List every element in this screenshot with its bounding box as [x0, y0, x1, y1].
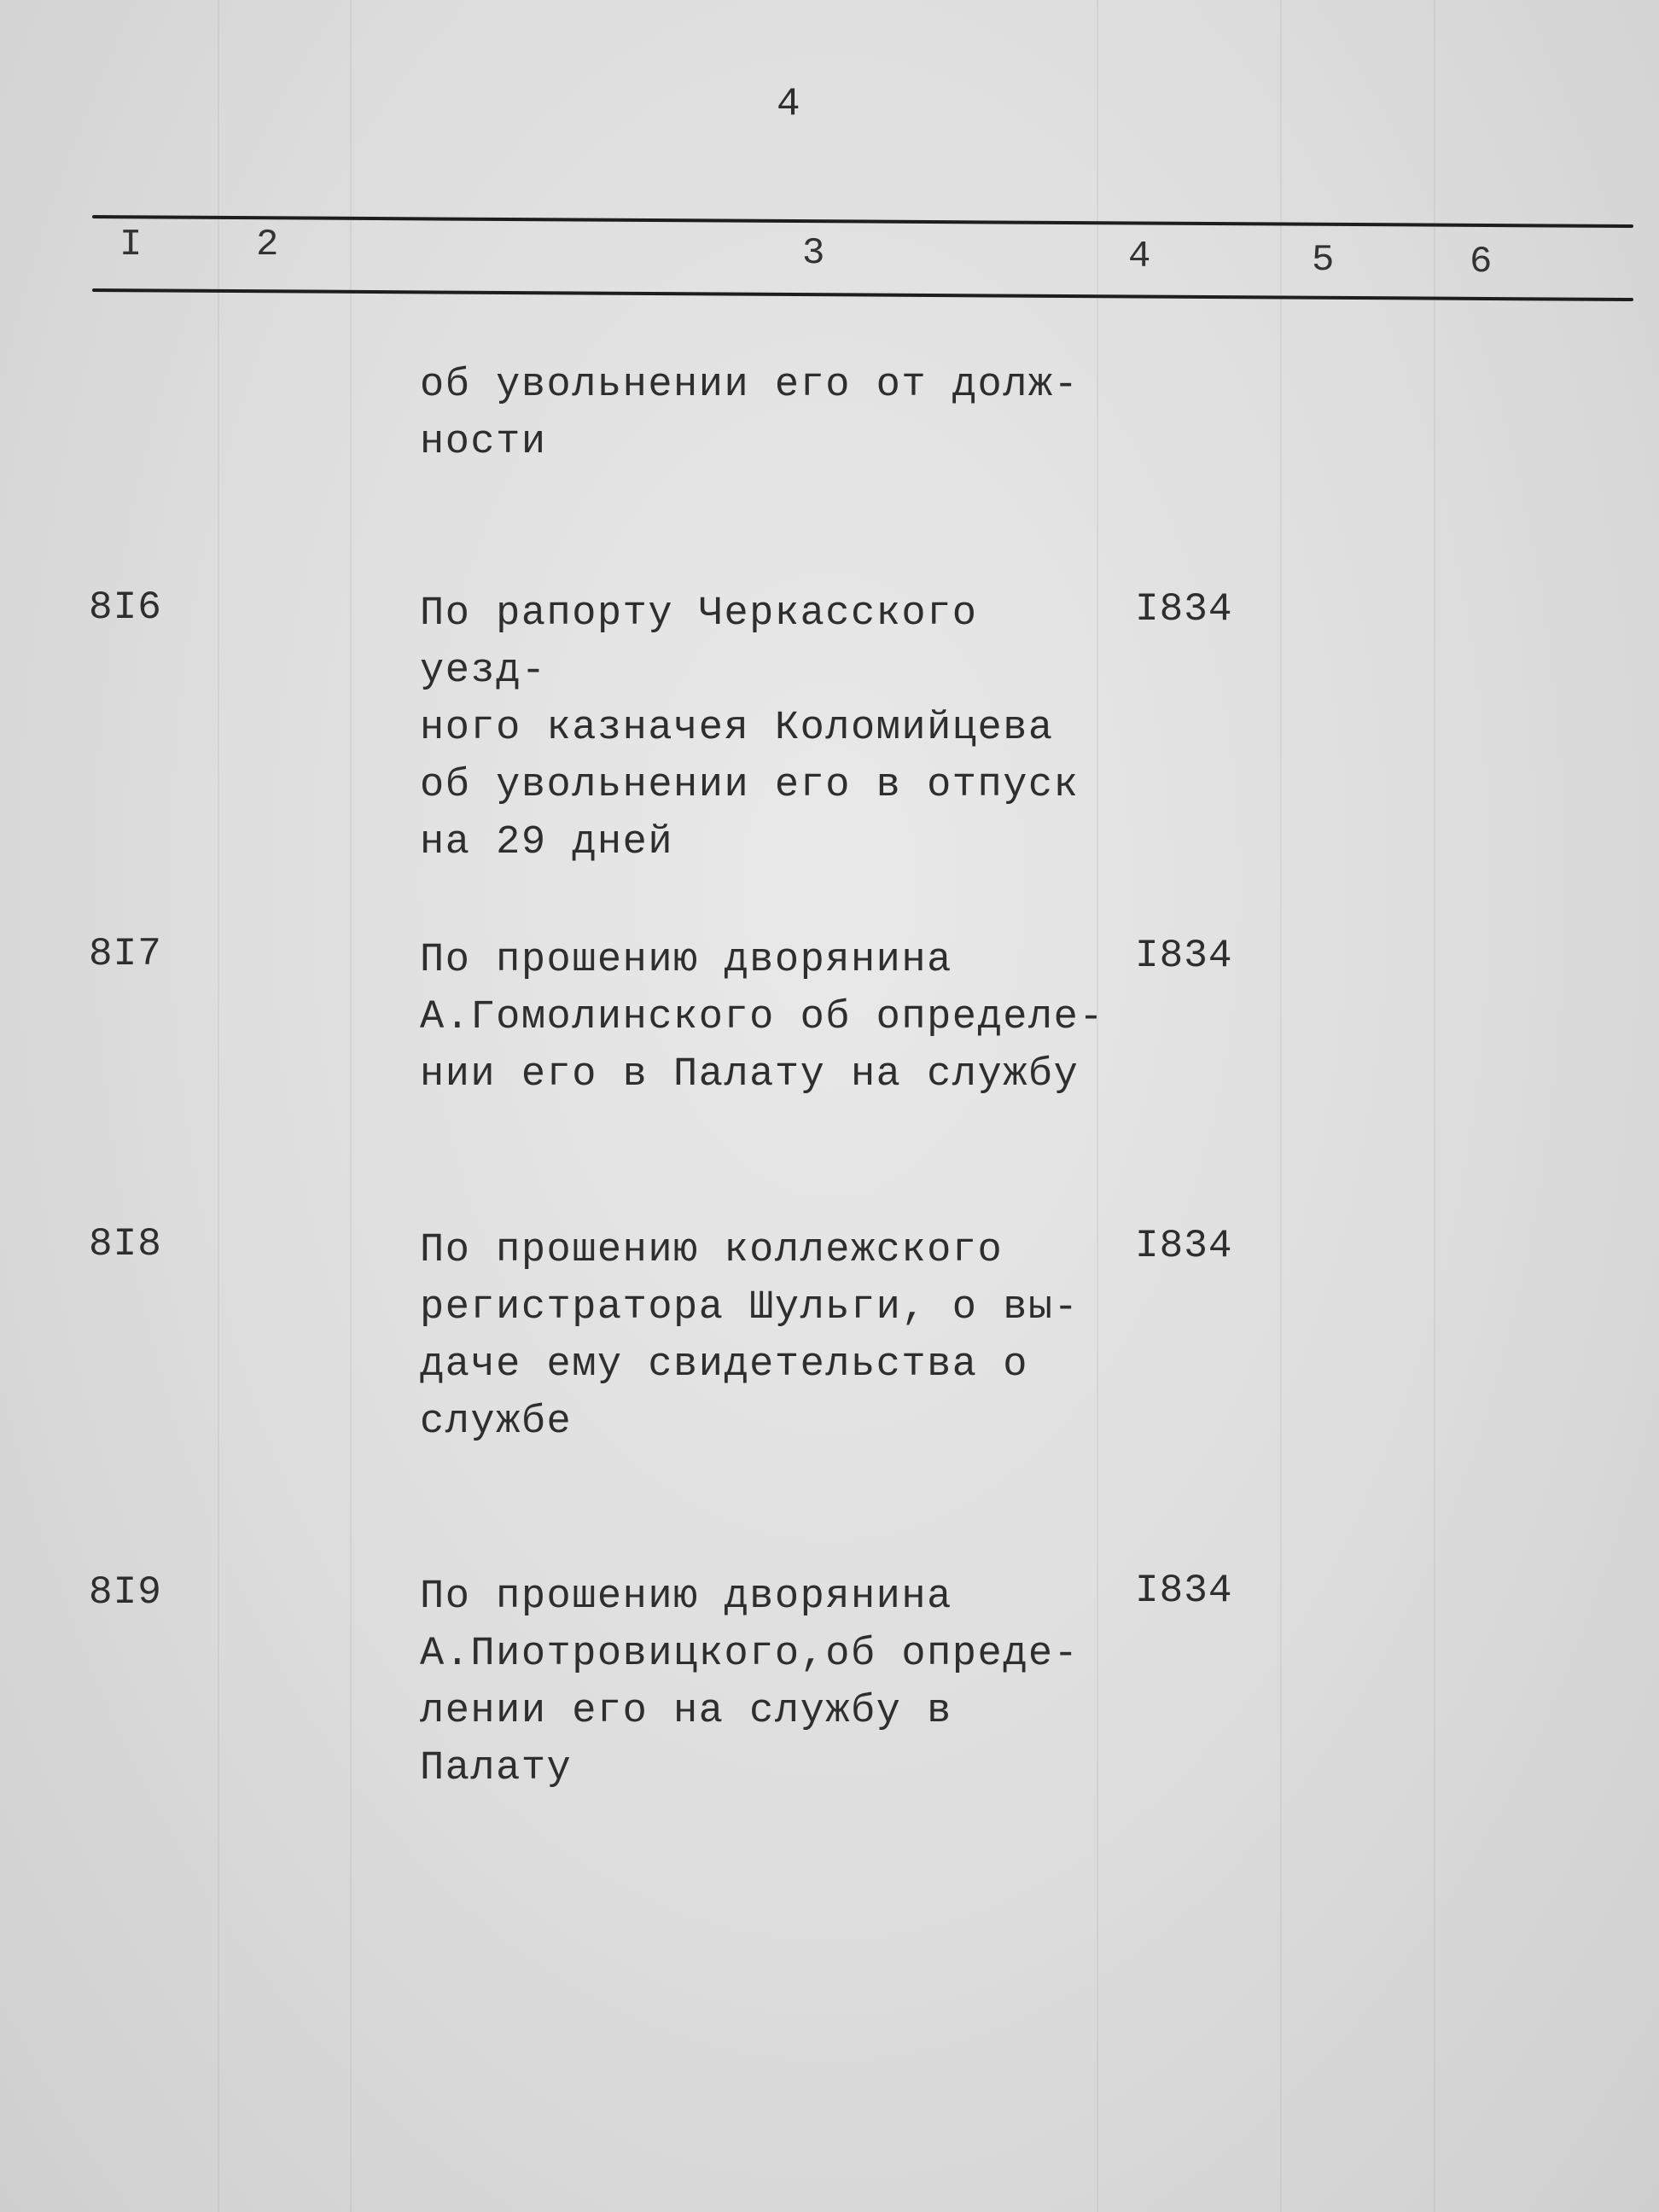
- header-bottom-rule: [92, 288, 1633, 301]
- entry-year: I834: [1135, 587, 1233, 632]
- column-header-6: 6: [1470, 241, 1493, 283]
- column-header-3: 3: [802, 232, 825, 275]
- header-top-rule: [92, 215, 1633, 228]
- column-guide-line: [218, 0, 219, 2212]
- column-guide-line: [1434, 0, 1435, 2212]
- entry-number: 8I9: [89, 1570, 162, 1615]
- entry-description: По прошению коллежского регистратора Шульги, о вы- даче ему свидетельства о службе: [420, 1228, 1080, 1445]
- continuation-description: об увольнении его от долж- ности: [420, 363, 1080, 465]
- column-header-4: 4: [1128, 236, 1151, 278]
- column-guide-line: [350, 0, 352, 2212]
- column-header-5: 5: [1312, 239, 1335, 282]
- page-number: 4: [777, 82, 802, 126]
- entry-description: По прошению дворянина А.Пиотровицкого,об опреде- лении его на службу в Палату: [420, 1575, 1080, 1791]
- entry-number: 8I6: [89, 585, 162, 630]
- column-guide-line: [1280, 0, 1282, 2212]
- entry-number: 8I8: [89, 1222, 162, 1266]
- entry-description: По прошению дворянина А.Гомолинского об определе- нии его в Палату на службу: [420, 938, 1105, 1097]
- column-header-2: 2: [256, 224, 279, 266]
- column-guide-line: [1097, 0, 1098, 2212]
- entry-number: 8I7: [89, 932, 162, 976]
- entry-description: По рапорту Черкасского уезд- ного казначея Коломийцева об увольнении его в отпуск на 29 дней: [420, 591, 1080, 865]
- entry-year: I834: [1135, 1569, 1233, 1613]
- column-header-1: I: [119, 224, 143, 266]
- entry-year: I834: [1135, 934, 1233, 978]
- entry-year: I834: [1135, 1224, 1233, 1268]
